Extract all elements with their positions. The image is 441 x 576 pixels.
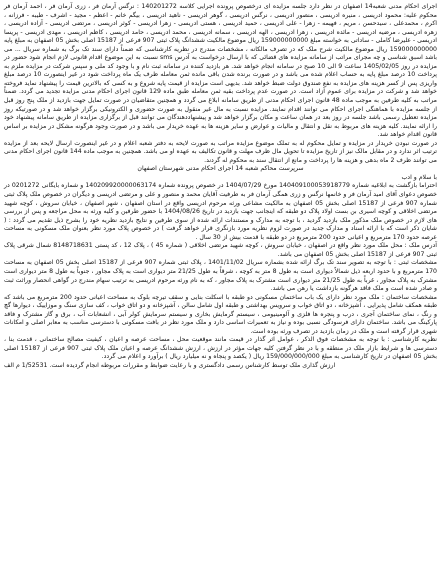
expert-opinion: نظریه کارشناسی : با توجه به مشخصات فوق الذکر ، عوامل اثر گذار در قیمت مانند موقعیت محل ، مساحت عرصه و اعیان ، کیفیت مصالح ساختمانی ، قدمت بنا ، دسترسی ها و شرایط بازار ملک در منطقه و با در نظر گرفتن کلیه جهات مؤثر در ارزش ، ارزش ششدانگ عرصه و اعیان ملک پلاک ثبتی 907 فرعی از 15187 اصلی بخش 05 اصفهان در تاریخ کارشناسی به مبلغ 159/000/000/000 ریال ( یکصد و پنجاه و نه میلیارد ریال ) برآورد و اعلام می گردد. [4,336,437,361]
registration-details: مشخصات ثبتی : با توجه به تصویر سند تک برگ ارائه شده بشماره سریال 1401/11/02 ، پلاک ثبتی شماره 907 فرعی از 15187 اصلی بخش 05 اصفهان به مساحت 170 مترمربع و با حدود اربعه ذیل شمالاً دیواری است به طول 8 متر به کوچه ، شرقاً به طول 21/25 متر دیواری است به پلاک مجاور ، جنوباً به طول 8 متر دیواری است مشترک به پلاک مجاور ، غرباً به طول 21/25 متر دیواری است مشترک به پلاک مجاور ، که به نام ورثه مرحوم ادریسی به ترتیب سهام مندرج در گواهی انحصار وراثت ثبت و صادر شده است و ملک فاقد هرگونه بازداشت یا رهن می باشد. [4,259,437,293]
salutation: با سلام و ادب [401,173,437,181]
property-address: آدرس ملک : محل ملک مورد نظر واقع در اصفهان ، خیابان سروش ، کوچه شهید مرتضی اخلاقی ( شماره 45 ) ، پلاک 12 ، کد پستی 8148718631 شمال شرقی پلاک ثبتی 907 فرعی از 15187 اصلی بخش 05 اصفهان می باشد. [4,242,437,258]
buyer-absence-paragraph: در صورت نبودن خریدار در مزایده و تمایل محکوم له به تملک موضوع مزایده مراتب به صورت لایحه به دفتر شعبه اعلام و در غیر اینصورت ارسال لایحه بعد از مزایده ترتیب اثر ندارد و در مقابل مالک نیز از تاریخ مزایده تا تحویل مال ظرف مهلت و قانون تکالیف به عهده او می باشد. همچنین به موجب ماده 144 قانون اجرای احکام مدنی می توانند ظرف 2 ماه بدهی و هزینه ها را پرداخت و مانع از انتقال سند به محکوم له گردند. [4,139,437,164]
expert-report-intro: احتراما بازگشت به ابلاغیه شماره 140409100053918779 مورخ 1404/07/29 در خصوص پرونده شماره 140209920000063174 و شماره بایگانی 0201272 در خصوص دعوای آقای امید آرمان فر و خانمها نرگس و زری همگی آرمان فر به طرفیت آقایان محمد و منصور و علی و مرتضی ادریسی و دیگران در خصوص ملک پلاک ثبتی شماره 907 فرعی از 15187 اصلی بخش 05 اصفهان به مالکیت مشاعی ورثه مرحوم ادریسی واقع در استان اصفهان ، شهر اصفهان ، خیابان سروش ، کوچه شهید مرتضی اخلاقی و کوچه اسیری بن بست اولاد پلاک دو طبقه که اینجانب جهت بازدید در تاریخ 1404/08/26 با حضور طرفین و کلیه ورثه به محل مراجعه و پس از بررسی های لازم در خصوص ملک مذکور ملک بازدید گردید ، با توجه به مدارک و مستندات ارائه شده از سوی طرفین و نتایج بازدید نظریه خود را بشرح ذیل تقدیم می گردد : ( شایان ذکر است که با ارائه اسناد و مدارک جدید در صورت لزوم نظریه مورد بازنگری قرار خواهد گرفت ) در خصوص پلاک مورد نظر بعنوان ملک مسکونی به مساحت عرصه حدود 170 مترمربع و اعیانی حدود 200 مترمربع در دو طبقه با قدمت بیش از 30 سال . [4,182,437,241]
closing-reference: ارزش گذاری ملک توسط کارشناس رسمی دادگستری و با رعایت ضوابط و مقررات مربوطه انجام گردیده است. 1/52531 م الف [4,361,336,369]
building-details: مشخصات ساختمان : ملک مورد نظر دارای یک باب ساختمان مسکونی دو طبقه با اسکلت بنایی و سقف تیرچه بلوک به مساحت اعیانی حدود 200 مترمربع می باشد که طبقه همکف شامل پذیرایی ، آشپزخانه ، دو اتاق خواب و سرویس بهداشتی و طبقه اول شامل سالن ، آشپزخانه و دو اتاق خواب ، کف سازی سنگ و موزاییک ، دیوارها گچ و رنگ ، نمای ساختمان آجری ، درب و پنجره ها فلزی و آلومینیومی ، سیستم گرمایش بخاری و سیستم سرمایش کولر آبی ، انشعابات آب ، برق و گاز مشترک و فاقد پارکینگ می باشد. ساختمان دارای فرسودگی نسبی بوده و نیاز به تعمیرات اساسی دارد و ملک مورد نظر در بافت مسکونی با دسترسی مناسب به معابر اصلی و امکانات شهری قرار گرفته است و ملک در زمان بازدید در تصرف ورثه بوده است. [4,293,437,335]
signature-line: سرپرست محاکم شعبه 14 اجرای احکام مدنی شهرستان اصفهان [137,165,304,173]
auction-notice-paragraph: اجرای احکام مدنی شعبه14 اصفهان در نظر دارد جلسه مزایده ای درخصوص پرونده اجرایی کلاسه 140201272 : نرگس آرمان فر ، زری آرمان فر ، احمد آرمان فر محکوم علیه: محمود ادریسی ، منیره ادریسی ، منصور ادریسی ، نرگس ادریسی ، گوهر ادریسی - ناهید ادریسی ، بیگم خانم - اعظم - مجید - اشرف - طیبه - فرزانه ، اکرم ، محمدعلی ، سیدحسن ، مریم ، فهیمه - زهرا - علی ادریسی ، حمید ادریسی ، هستی ادریسی - زهرا ادریسی - کوثر ادریسی ، مرتضی ادریسی - آزاده ادریسی ، زهره ادریسی ، مرضیه ادریسی - مائده ادریسی ، زهرا ادریسی ، الهه ادریسی ، سمانه ادریسی ، محمد ادریسی ، حامد ادریسی ، کاظم ادریسی ، مهدی ادریسی - پریسا ادریسی - علیرضا کاملی - ساداتی به خواسته مبلغ 159000000000 ریال موضوع مالکیت ششدانگ پلاک ثبتی 907 فرعی از 15187 اصلی بخش 05 اصفهان به مبلغ پایه 159000000000 ریال موضوع مالکیت شرح ملک که در تصرف مالکانه ، مشخصات مندرج در نظریه کارشناسی که ضمناً دارای سند تک برگ به شماره سریال ... می باشد اسبق شناسی و چه مجرای مراتب از سامانه مزایده های قضائی که با ارسال درخواست به آدرس sms نسبت به این موضوع اقدام قانونی لازم انجام شود حضور در مزایده در روز 1405/02/05 ساعت 9 الی 10 صبح در سامانه انجام خواهد شد. هر بازدید کننده در سامانه ثبت نام و با وجود کد ملی و سپس شرکت در مزایده ملزم به پرداخت 10 درصد مبلغ پایه به حساب اعلام شده می باشد و در صورت برنده شدن باقی مانده ثمن معامله ظرف یک ماه پرداخت شود در غیر اینصورت 10 درصد مبلغ واریزی پس از کسر هزینه های مزایده به نفع صندوق دولت ضبط خواهد شد. بدیهی است مزایده از قیمت پایه شروع و به کسی که بالاترین قیمت را پیشنهاد نماید فروخته خواهد شد و شرکت در مزایده برای عموم آزاد است. در صورت عدم پرداخت بقیه ثمن معامله طبق ماده 129 قانون اجرای احکام مدنی مزایده تجدید می گردد. ضمناً مراتب به کلیه طرفین به موجب ماده 48 قانون اجرای احکام مدنی از طریق سامانه ابلاغ می گردد و همچنین متقاضیان در صورت تمایل جهت بازدید از ملک پنج روز قبل از جلسه مزایده با هماهنگی اجرای احکام می توانند اقدام نمایند. مزایده نسبت به مال غیر منقول به صورت حضوری و الکترونیکی برگزار خواهد شد و در صورتیکه روز مزایده تعطیل رسمی باشد جلسه در روز بعد در همان ساعت و مکان برگزار خواهد شد و پیشنهاددهندگان می توانند قبل از برگزاری مزایده از طریق سامانه پیشنهاد خود را ارائه نمایند. کلیه هزینه های مربوط به نقل و انتقال و مالیات و عوارض و سایر هزینه ها به عهده خریدار می باشد و در صورت وجود هرگونه مشکل در مزایده بر اساس قانون اقدام خواهد شد. [4,3,438,139]
